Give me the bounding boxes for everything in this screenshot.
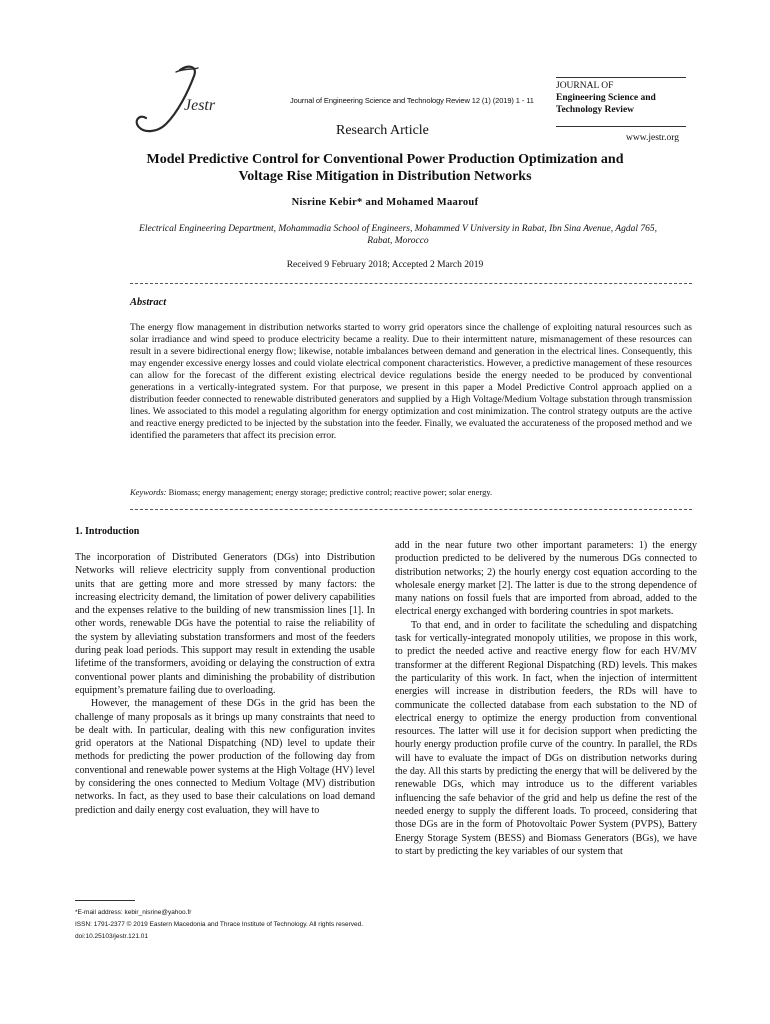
paper-title — [100, 151, 670, 185]
footnote-issn: ISSN: 1791-2377 © 2019 Eastern Macedonia and Thrace Institute of Technology. All rights reserved. — [75, 921, 364, 928]
affiliation-line1: Electrical Engineering Department, Mohammadia School of Engineers, Mohammed V University in Rabat, Ibn Sina Avenue, Agdal 765, — [139, 224, 657, 234]
journal-name-block — [556, 80, 656, 116]
section-heading-introduction: 1. Introduction — [75, 526, 140, 537]
header-rule-top — [556, 77, 686, 78]
intro-paragraph-3: add in the near future two other important parameters: 1) the energy production predicted to be delivered by the numerous DGs connected to distribution networks; 2) the hourly energy cost equation according to the wholesale energy market [2]. The latter is due to the strong dependence of many nations on fossil fuels that are imported from abroad, added to the electrical energy exchanged with bordering countries in spot markets. — [395, 540, 697, 618]
footnote — [75, 907, 363, 943]
title-line2: Voltage Rise Mitigation in Distribution Networks — [238, 169, 532, 184]
journal-citation: Journal of Engineering Science and Technology Review 12 (1) (2019) 1 - 11 — [290, 96, 534, 105]
divider-bottom — [130, 509, 692, 510]
journal-name-line1: Engineering Science and — [556, 93, 656, 103]
jestr-logo — [118, 62, 238, 142]
abstract-text: The energy flow management in distribution networks started to worry grid operators since the challenge of exploiting natural resources such as solar irradiance and wind speed to produce electricity became a reality. Due to their intermittent nature, mismanagement of these resources can result in a severe bidirectional energy flow; likewise, notable imbalances between demand and generation in the electrical lines. Consequently, this may engender excessive energy losses and could violate electrical component characteristics. However, a predictive management of these resources can allow for the forecast of the different existing electrical device regulations beside the energy needed to be produced by conventional generations in a vertically-integrated system. For that purpose, we present in this paper a Model Predictive Control approach applied on a distribution feeder connected to renewable distributed generators and supplied by a High Voltage/Medium Voltage substation through transmission lines. We associated to this model a regulating algorithm for energy optimization and cost minimization. The control strategy outputs are the active and reactive energy predicted to be injected by the substation into the feeder. Finally, we evaluated the accurateness of the proposed method and we identified the parameters that affect its precision error. — [130, 323, 692, 441]
intro-paragraph-4: To that end, and in order to facilitate the scheduling and dispatching task for vertically-integrated monopoly utilities, we propose in this work, to predict the needed active and reactive energy flow for each HV/MV transformer at the different Regional Dispatching (RD) levels. This makes the particularity of this work. In fact, when the injection of intermittent energies will increase in distribution feeders, the RDs will have to communicate the collected database from each substation to the ND of electrical energy to optimize the energy production from conventional resources. The latter will use it for decision support when predicting the hourly energy production profile curve of the country. In parallel, the RDs will have to evaluate the impact of DGs on distribution networks during the day. All this starts by predicting the energy that will be delivered by the renewable DGs, which may introduce us to the different variables influencing the safe behavior of the grid and help us define the rest of the needed energy to supply the different loads. To proceed, considering that those DGs are in the form of Photovoltaic Power System (PVPS), Battery Energy Storage System (BESS) and Biomass Generators (BGs), we have to start by predicting the key variables of our system that — [395, 619, 697, 857]
title-line1: Model Predictive Control for Conventional Power Production Optimization and — [146, 152, 624, 167]
footnote-rule — [75, 900, 135, 901]
abstract-heading: Abstract — [130, 297, 167, 308]
logo-text: Jestr — [184, 97, 216, 114]
left-column — [75, 551, 375, 817]
footnote-email: *E-mail address: kebir_nisrine@yahoo.fr — [75, 909, 192, 916]
journal-url[interactable]: www.jestr.org — [626, 133, 680, 143]
divider-top — [130, 283, 692, 284]
received-dates: Received 9 February 2018; Accepted 2 March 2019 — [286, 260, 484, 270]
journal-name-line2: Technology Review — [556, 105, 635, 115]
keywords-list: Biomass; energy management; energy storage; predictive control; reactive power; solar energy. — [166, 487, 493, 497]
right-column — [395, 539, 697, 858]
header-rule-bottom — [556, 126, 686, 127]
affiliation — [128, 223, 668, 247]
keywords-label: Keywords: — [130, 487, 167, 497]
journal-of: JOURNAL OF — [556, 81, 614, 91]
authors: Nisrine Kebir* and Mohamed Maarouf — [291, 197, 479, 208]
article-type: Research Article — [336, 123, 429, 138]
intro-paragraph-2: However, the management of these DGs in the grid has been the challenge of many proposals as it brings up many constraints that need to be dealt with. In particular, dealing with this new configuration invites grid operators at the National Dispatching (ND) level to update their methods for predicting the power production of the following day from conventional and renewable power systems at the High Voltage (HV) level by considering the ones connected to Medium Voltage (MV) distribution networks. In fact, as they used to base their calculations on load demand prediction and daily energy cost evaluation, they will have to — [75, 698, 375, 816]
keywords — [130, 487, 692, 497]
footnote-doi: doi:10.25103/jestr.121.01 — [75, 933, 149, 940]
affiliation-line2: Rabat, Morocco — [367, 236, 429, 246]
intro-paragraph-1: The incorporation of Distributed Generators (DGs) into Distribution Networks will relieve electricity supply from conventional production units that are getting more and more stressed by many factors: the increasing electricity demand, the limitation of power delivery capabilities and the expenses relative to the building of new transmission lines [1]. In other words, renewable DGs have the potential to raise the reliability of the system by alleviating substation transformers and most of the feeders during peak load periods. This support may result in extending the usable lifetime of the transformers, avoiding or delaying the construction of extra conventional power plants and diminishing the probability of distribution equipment’s premature failing due to overloading. — [75, 552, 375, 696]
